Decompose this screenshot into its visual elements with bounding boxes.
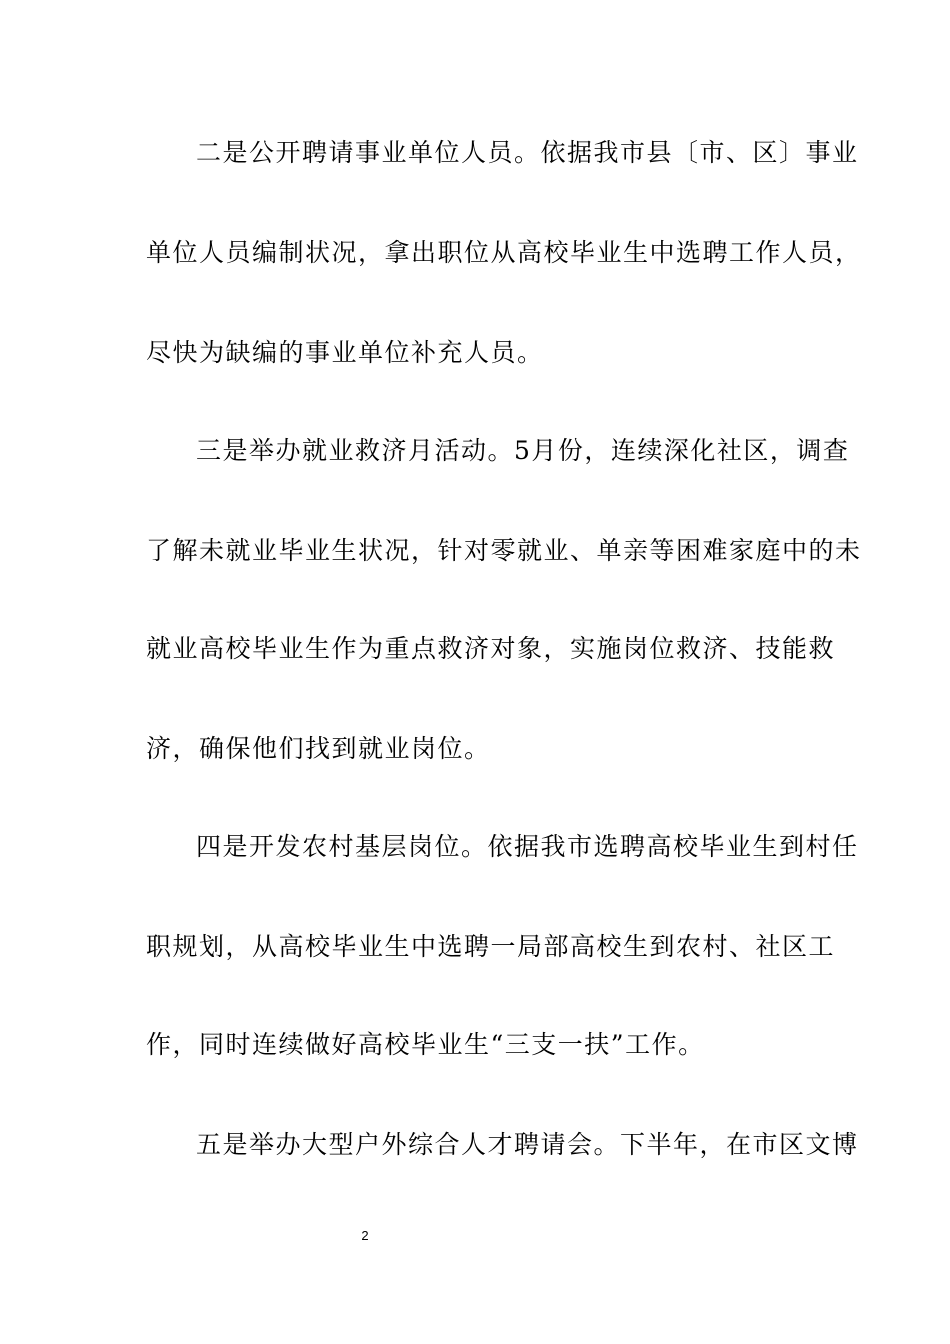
- paragraph-5-line-1: 五是举办大型户外综合人才聘请会。下半年，在市区文博: [196, 1130, 859, 1159]
- paragraph-3-line-4: 济，确保他们找到就业岗位。: [146, 734, 491, 763]
- paragraph-3-line-2: 了解未就业毕业生状况，针对零就业、单亲等困难家庭中的未: [146, 536, 862, 565]
- paragraph-2-line-2: 单位人员编制状况，拿出职位从高校毕业生中选聘工作人员，: [146, 238, 862, 267]
- paragraph-4-line-2: 职规划，从高校毕业生中选聘一局部高校生到农村、社区工: [146, 932, 836, 961]
- page-number: 2: [361, 1228, 369, 1243]
- paragraph-4-line-1: 四是开发农村基层岗位。依据我市选聘高校毕业生到村任: [196, 832, 859, 861]
- paragraph-3-line-3: 就业高校毕业生作为重点救济对象，实施岗位救济、技能救: [146, 634, 836, 663]
- paragraph-3-line-1: 三是举办就业救济月活动。5月份，连续深化社区，调查: [196, 436, 850, 465]
- paragraph-4-line-3: 作，同时连续做好高校毕业生“三支一扶”工作。: [146, 1030, 705, 1059]
- paragraph-2-line-1: 二是公开聘请事业单位人员。依据我市县〔市、区〕事业: [196, 138, 859, 167]
- paragraph-2-line-3: 尽快为缺编的事业单位补充人员。: [146, 338, 544, 367]
